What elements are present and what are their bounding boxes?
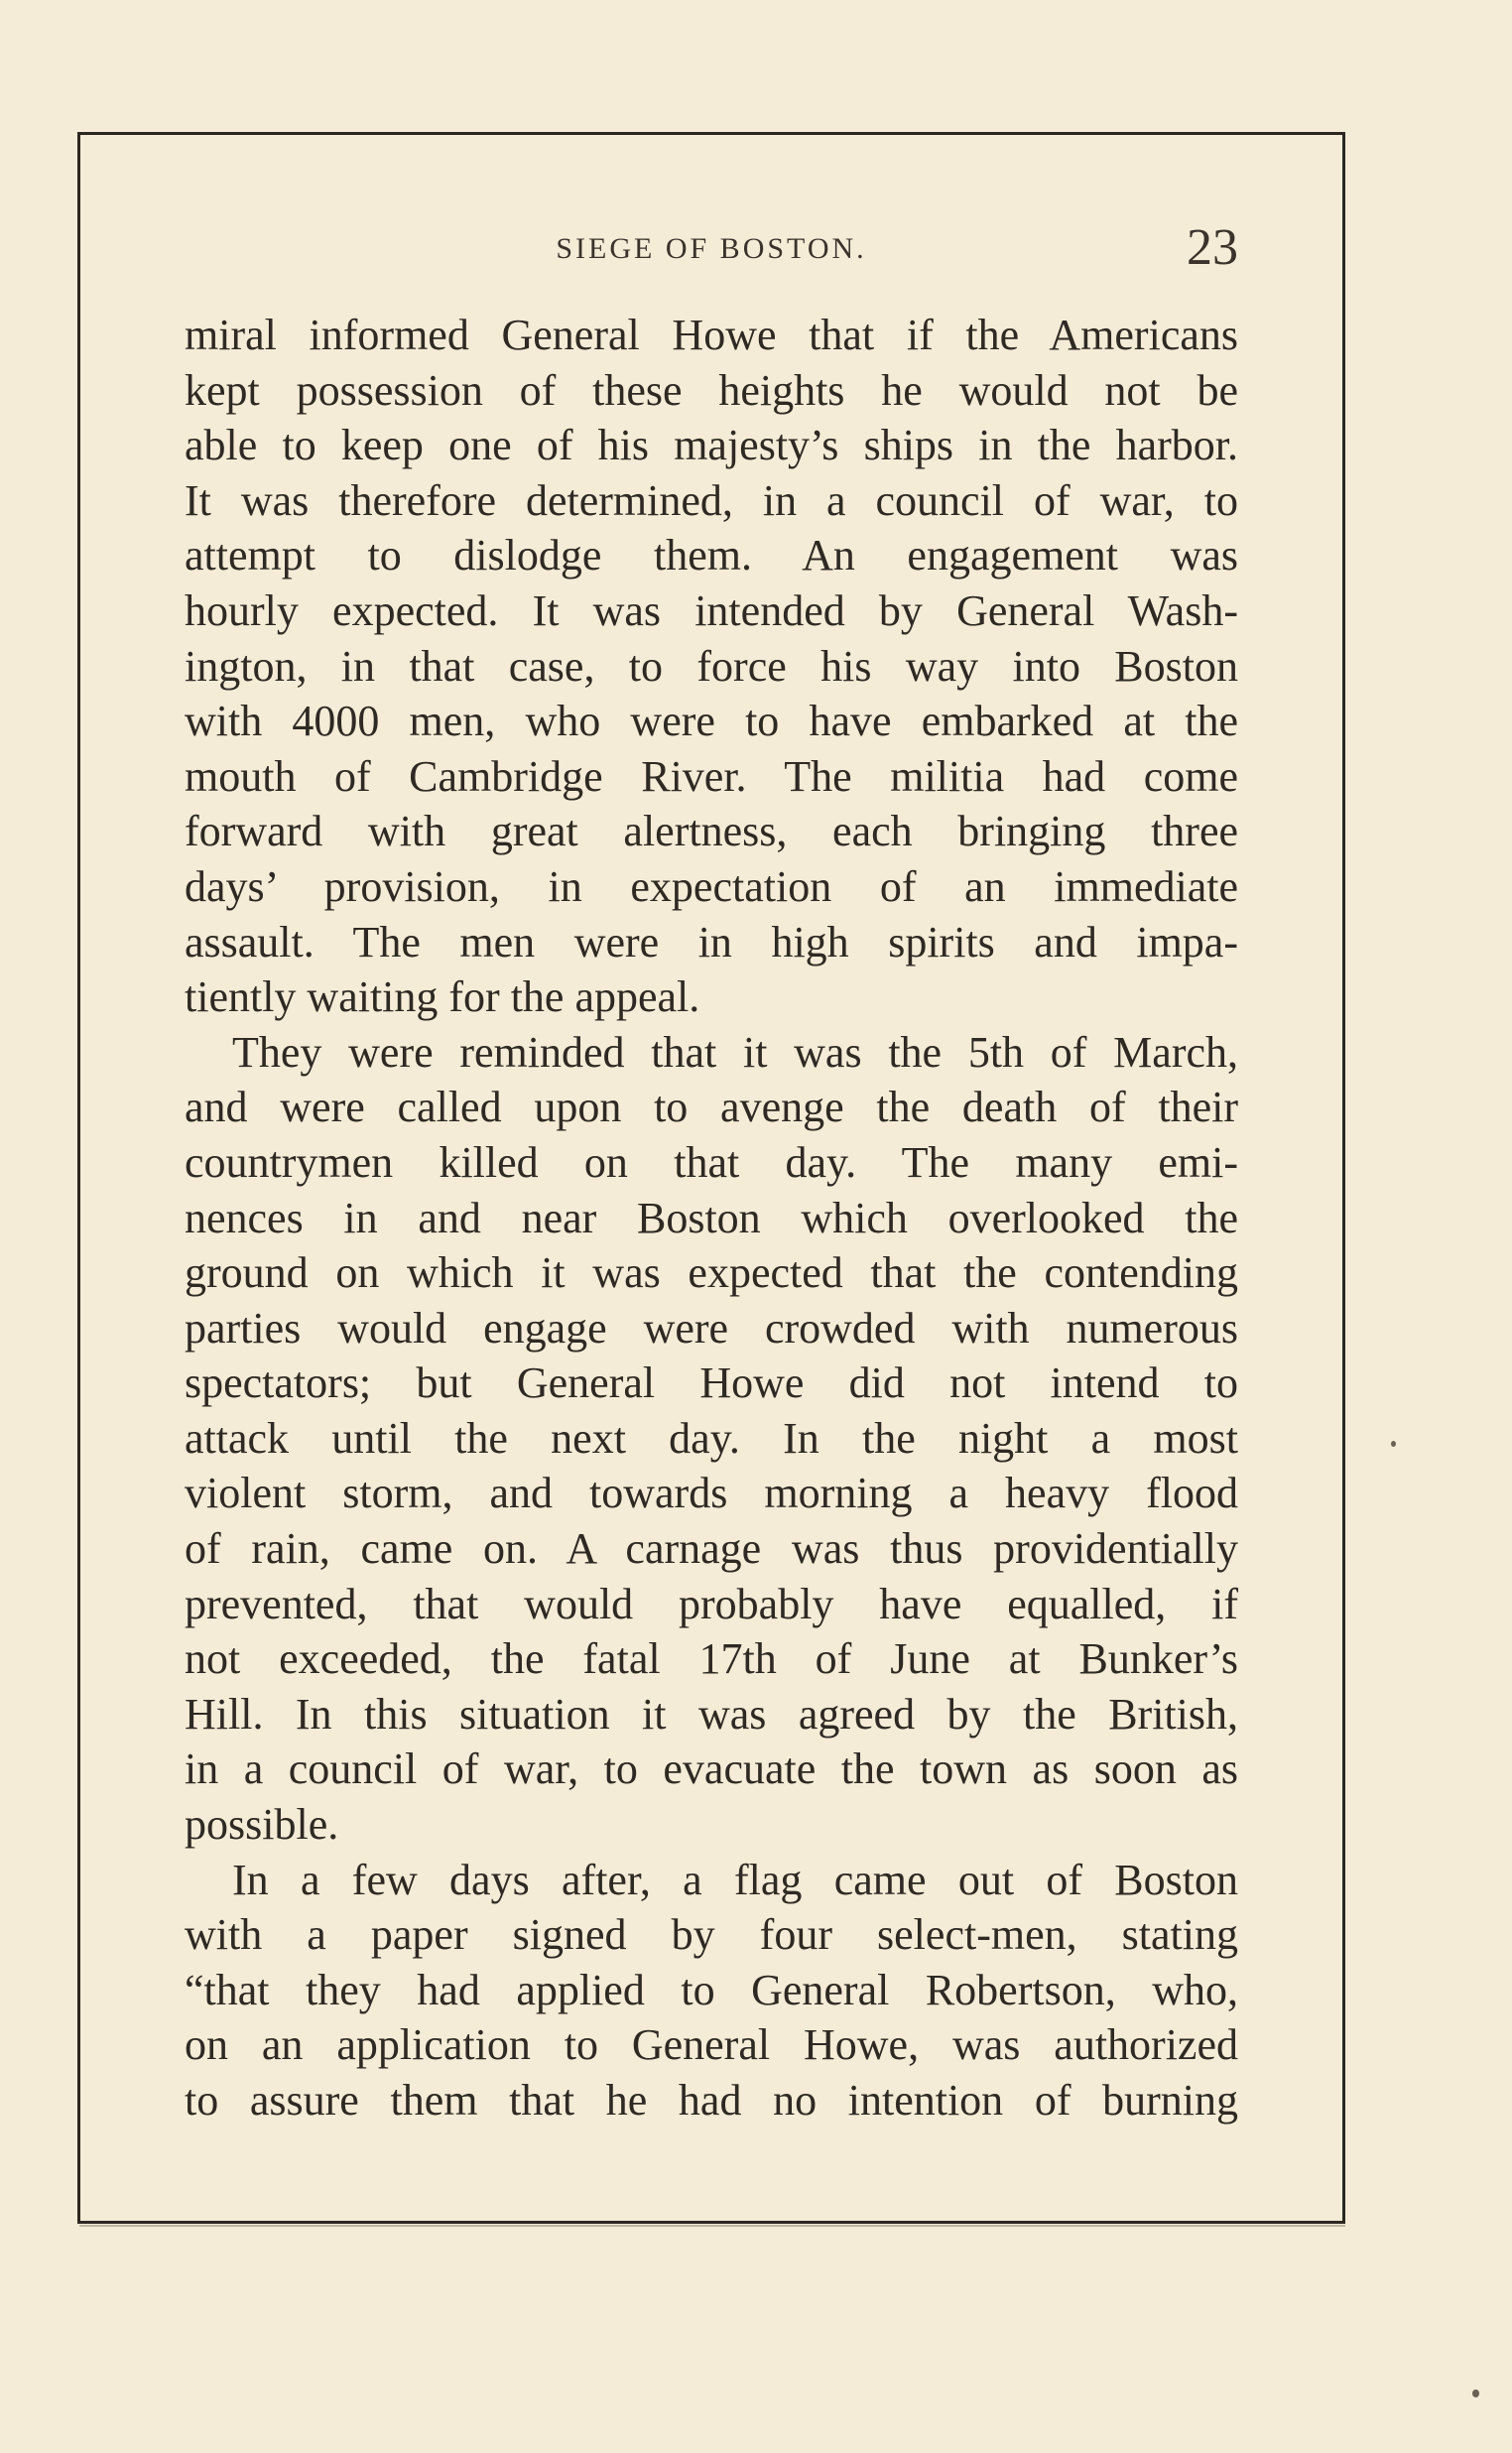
text-line: prevented, that would probably have equalled, if <box>185 1579 1238 1628</box>
text-line: days’ provision, in expectation of an immediate <box>185 861 1238 911</box>
text-line: with a paper signed by four select-men, stating <box>185 1910 1238 1960</box>
text-line: They were reminded that it was the 5th of March, <box>232 1027 1238 1077</box>
text-line: ground on which it was expected that the contending <box>185 1248 1238 1298</box>
ink-speck <box>1472 2389 1479 2397</box>
text-line: of rain, came on. A carnage was thus providentially <box>185 1524 1238 1574</box>
page-header <box>185 216 1238 296</box>
text-line: countrymen killed on that day. The many emi- <box>185 1137 1238 1187</box>
text-line: violent storm, and towards morning a heavy flood <box>185 1469 1238 1518</box>
paragraph-2 <box>185 1025 1238 1853</box>
text-line: ington, in that case, to force his way into Boston <box>185 641 1238 691</box>
text-line: In a few days after, a flag came out of Boston <box>232 1855 1238 1904</box>
text-line: attack until the next day. In the night a most <box>185 1413 1238 1463</box>
text-line: kept possession of these heights he would not be <box>185 365 1238 415</box>
text-line: spectators; but General Howe did not intend to <box>185 1358 1238 1408</box>
page-number: 23 <box>1187 219 1238 276</box>
text-line: attempt to dislodge them. An engagement was <box>185 531 1238 581</box>
body-text <box>185 308 1238 2129</box>
page-border-shadow <box>79 2225 1345 2227</box>
paragraph-3 <box>185 1853 1238 2129</box>
text-line: tiently waiting for the appeal. <box>185 972 700 1022</box>
running-head: SIEGE OF BOSTON. <box>556 232 867 265</box>
text-line: possible. <box>185 1800 339 1850</box>
text-line: with 4000 men, who were to have embarked at the <box>185 697 1238 746</box>
text-line: It was therefore determined, in a council of war, to <box>185 475 1238 525</box>
text-line: not exceeded, the fatal 17th of June at Bunker’s <box>185 1634 1238 1684</box>
text-line: “that they had applied to General Robertson, who, <box>185 1965 1238 2014</box>
text-line: on an application to General Howe, was authorized <box>185 2020 1238 2070</box>
text-line: parties would engage were crowded with numerous <box>185 1303 1238 1353</box>
text-line: mouth of Cambridge River. The militia had come <box>185 751 1238 801</box>
text-line: to assure them that he had no intention of burning <box>185 2076 1238 2125</box>
text-line: miral informed General Howe that if the Americans <box>185 311 1238 359</box>
text-line: hourly expected. It was intended by General Wash- <box>185 585 1238 635</box>
text-line: assault. The men were in high spirits and impa- <box>185 917 1238 967</box>
ink-speck <box>1391 1441 1396 1447</box>
text-line: in a council of war, to evacuate the town as soon as <box>185 1744 1238 1794</box>
paragraph-1 <box>185 308 1238 1025</box>
text-line: Hill. In this situation it was agreed by the British, <box>185 1689 1238 1739</box>
text-line: able to keep one of his majesty’s ships in the harbor. <box>185 421 1238 470</box>
text-line: forward with great alertness, each bringing three <box>185 807 1238 856</box>
text-line: nences in and near Boston which overlooked the <box>185 1193 1238 1242</box>
text-line: and were called upon to avenge the death of their <box>185 1083 1238 1132</box>
